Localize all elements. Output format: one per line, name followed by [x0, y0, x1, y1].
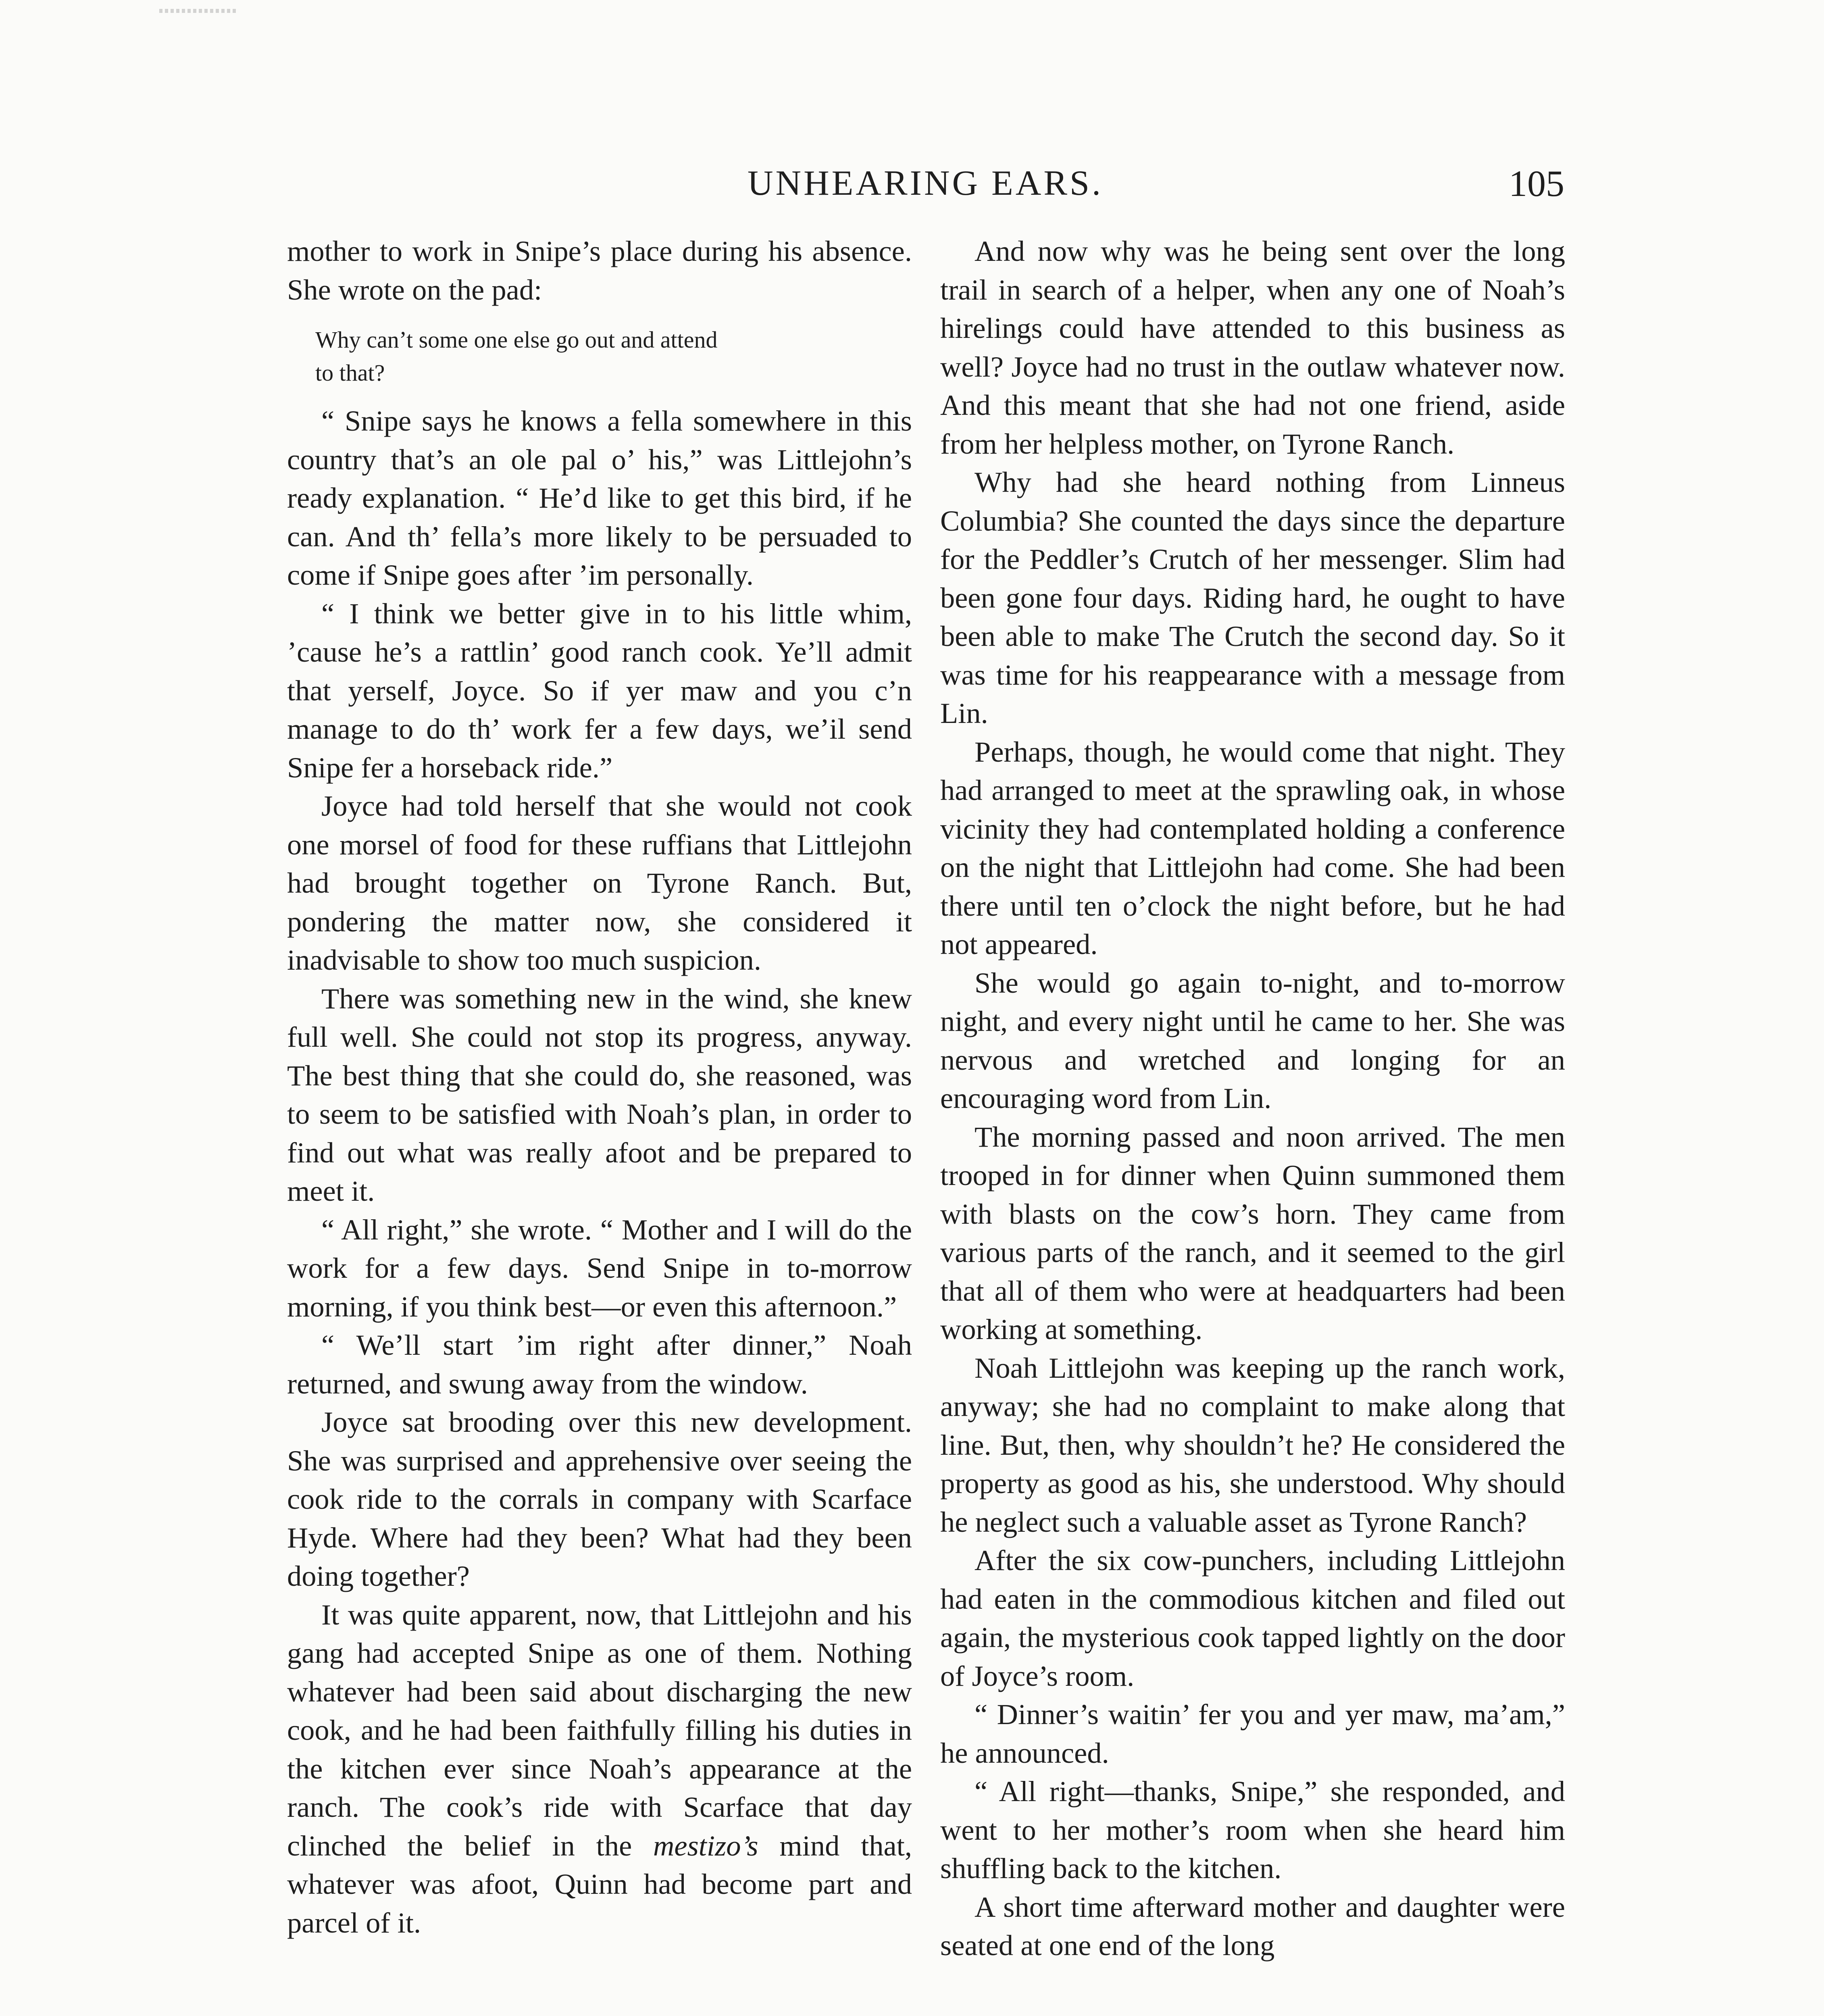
note-line: to that? — [315, 360, 385, 386]
paragraph: Noah Littlejohn was keeping up the ranch work, anyway; she had no complaint to make along that line. But, then, why shouldn’t he? He considered the property as good as his, she understood. Why should he neglect such a valuable asset as Tyrone Ranch? — [940, 1351, 1565, 1538]
chapter-title: UNHEARING EARS. — [748, 164, 1103, 203]
scan-mark — [159, 9, 236, 13]
paragraph: “ All right—thanks, Snipe,” she responded, and went to her mother’s room when she heard him shuffling back to the kitchen. — [940, 1775, 1565, 1885]
running-head — [286, 161, 1564, 206]
italic-word: mestizo’s — [653, 1829, 758, 1862]
right-column — [940, 232, 1565, 1965]
left-column — [287, 232, 912, 1942]
written-note — [287, 323, 912, 389]
paragraph: “ All right,” she wrote. “ Mother and I will do the work for a few days. Send Snipe in to-morrow morning, if you think best—or even this afternoon.” — [287, 1213, 912, 1323]
paragraph: “ I think we better give in to his little whim, ’cause he’s a rattlin’ good ranch cook. Ye’ll admit that yerself, Joyce. So if yer maw and you c’n manage to do th’ work fer a few days, we’il send Snipe fer a horseback ride.” — [287, 597, 912, 784]
paragraph: There was something new in the wind, she knew full well. She could not stop its progress, anyway. The best thing that she could do, she reasoned, was to seem to be satisfied with Noah’s plan, in order to find out what was really afoot and be prepared to meet it. — [287, 982, 912, 1207]
paragraph: “ Snipe says he knows a fella somewhere in this country that’s an ole pal o’ his,” was Littlejohn’s ready explanation. “ He’d like to get this bird, if he can. And th’ fella’s more likely to be persuaded to come if Snipe goes after ’im personally. — [287, 404, 912, 591]
paragraph: Joyce sat brooding over this new development. She was surprised and apprehensive over seeing the cook ride to the corrals in company with Scarface Hyde. Where had they been? What had they been doing together? — [287, 1406, 912, 1592]
paragraph: Perhaps, though, he would come that night. They had arranged to meet at the sprawling oak, in whose vicinity they had contemplated holding a conference on the night that Littlejohn had come. She had been there until ten o’clock the night before, but he had not appeared. — [940, 735, 1565, 960]
paragraph: A short time afterward mother and daughter were seated at one end of the long — [940, 1890, 1565, 1962]
paragraph: “ We’ll start ’im right after dinner,” Noah returned, and swung away from the window. — [287, 1329, 912, 1400]
paragraph: “ Dinner’s waitin’ fer you and yer maw, ma’am,” he announced. — [940, 1698, 1565, 1769]
paragraph: After the six cow-punchers, including Littlejohn had eaten in the commodious kitchen and filed out again, the mysterious cook tapped lightly on the door of Joyce’s room. — [940, 1544, 1565, 1692]
paragraph: Joyce had told herself that she would not cook one morsel of food for these ruffians that Littlejohn had brought together on Tyrone Ranch. But, pondering the matter now, she considered it inadvisable to show too much suspicion. — [287, 789, 912, 976]
paragraph: The morning passed and noon arrived. The men trooped in for dinner when Quinn summoned them with blasts on the cow’s horn. They came from various parts of the ranch, and it seemed to the girl that all of them who were at headquarters had been working at something. — [940, 1120, 1565, 1345]
paragraph: mother to work in Snipe’s place during his absence. She wrote on the pad: — [287, 235, 912, 306]
page-number: 105 — [1509, 163, 1564, 204]
paragraph: Why had she heard nothing from Linneus Columbia? She counted the days since the departure for the Peddler’s Crutch of her messenger. Slim had been gone four days. Riding hard, he ought to have been able to make The Crutch the second day. So it was time for his reappearance with a message from Lin. — [940, 466, 1565, 729]
paragraph — [287, 1595, 912, 1942]
paragraph: She would go again to-night, and to-morrow night, and every night until he came to her. She was nervous and wretched and longing for an encouraging word from Lin. — [940, 966, 1565, 1114]
text-run: mind that, whatever was afoot, Quinn had become part and parcel of it. — [287, 1829, 912, 1939]
note-line: Why can’t some one else go out and attend — [315, 327, 718, 353]
text-run: It was quite apparent, now, that Littlejohn and his gang had accepted Snipe as one of them. Nothing whatever had been said about discharging the new cook, and he had been faithfully filling his duties in the kitchen ever since Noah’s appearance at the ranch. The cook’s ride with Scarface that day clinched the belief in the — [287, 1598, 912, 1862]
paragraph: And now why was he being sent over the long trail in search of a helper, when any one of Noah’s hirelings could have attended to this business as well? Joyce had no trust in the outlaw whatever now. And this meant that she had not one friend, aside from her helpless mother, on Tyrone Ranch. — [940, 235, 1565, 460]
